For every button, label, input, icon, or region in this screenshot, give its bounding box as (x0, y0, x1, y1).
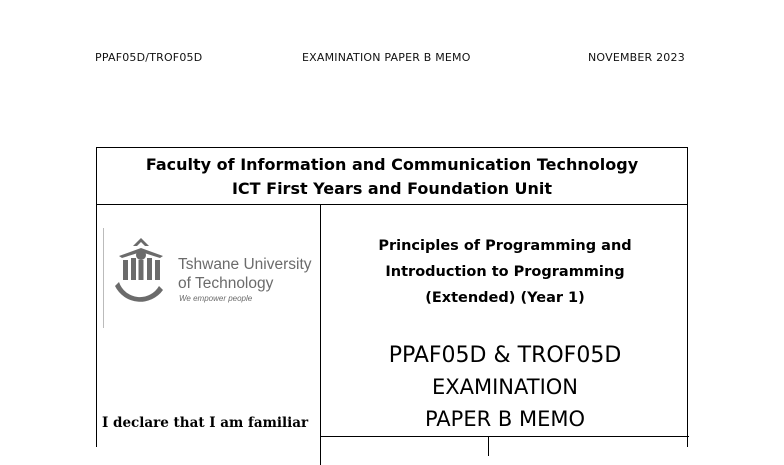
course-line-3: (Extended) (Year 1) (425, 290, 585, 306)
course-line-1: Principles of Programming and (378, 238, 632, 254)
unit-name: ICT First Years and Foundation Unit (231, 179, 553, 198)
declaration-text: I declare that I am familiar (102, 415, 309, 431)
row-divider (321, 436, 689, 437)
tut-logo (103, 228, 315, 328)
paper-label: PAPER B MEMO (424, 407, 585, 431)
cover-table (96, 147, 688, 447)
logo-name-line2: of Technology (178, 275, 274, 292)
faculty-heading (97, 148, 687, 205)
logo-tagline: We empower people (179, 294, 253, 303)
course-line-2: Introduction to Programming (385, 264, 625, 280)
header-paper-title: EXAMINATION PAPER B MEMO (302, 51, 471, 64)
subject-codes: PPAF05D & TROF05D (388, 343, 622, 368)
exam-label: EXAMINATION (431, 375, 579, 399)
logo-name-line1: Tshwane University (178, 256, 312, 273)
course-title (321, 233, 689, 311)
faculty-name: Faculty of Information and Communication Technology (145, 155, 639, 174)
header-course-code: PPAF05D/TROF05D (95, 51, 203, 64)
cell-divider (488, 436, 489, 456)
tut-emblem-icon (115, 238, 163, 302)
header-date: NOVEMBER 2023 (588, 51, 685, 64)
